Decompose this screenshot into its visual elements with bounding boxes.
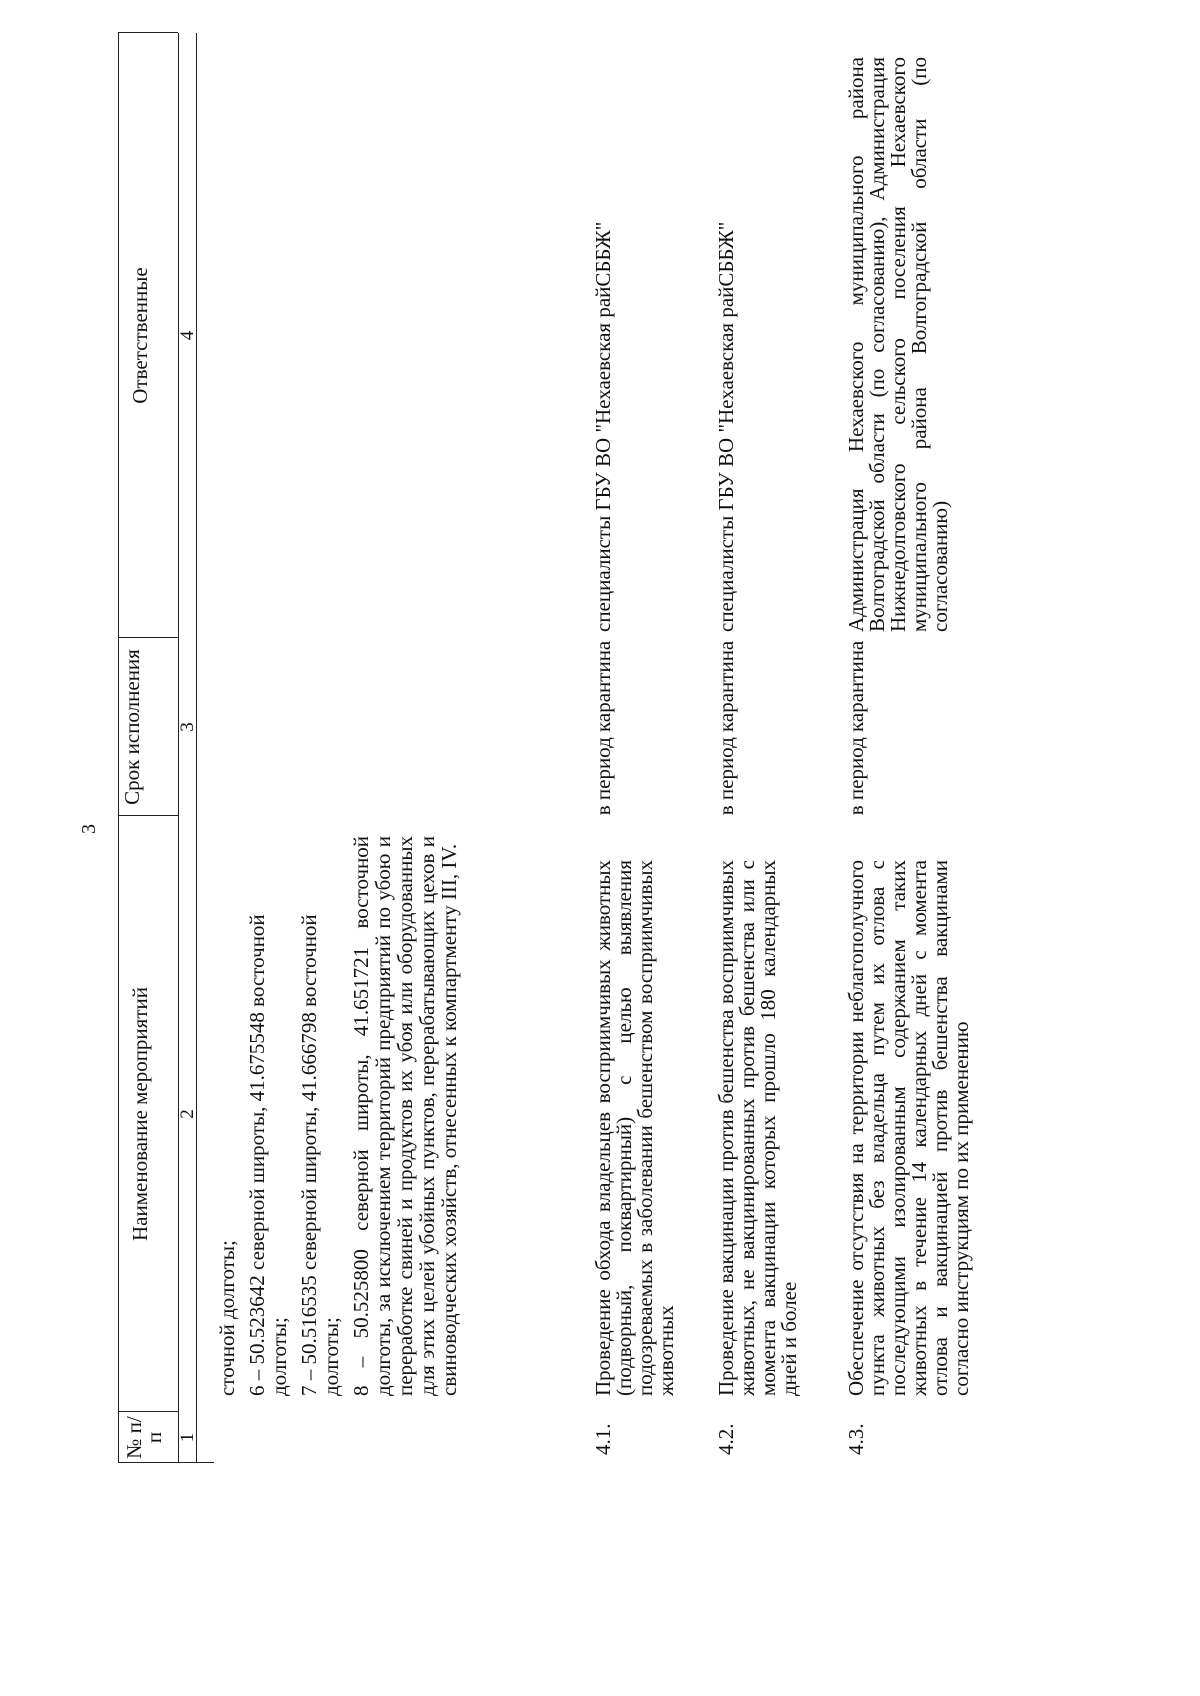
continuation-text — [216, 836, 468, 1396]
row-activity: Проведение вакцинации против бешенства восприимчивых животных, не вакцинированных против бешенства или с момента вакцинации которых прошло 180 календарных дней и более — [714, 860, 801, 1396]
column-number: 4 — [177, 330, 198, 341]
row-number: 4.2. — [714, 1423, 738, 1455]
header-activities: Наименование мероприятий — [128, 987, 152, 1241]
row-deadline: в период карантина — [714, 640, 738, 816]
row-activity: Обеспечение отсутствия на территории неблагополучного пункта животных без владельца путем их отлова с последующими изолированным содержанием таких животных в течение 14 календарных дней с момента отлова и вакцинацией против бешенства вакцинами согласно инструкциям по их применению — [844, 860, 973, 1396]
row-deadline: в период карантина — [591, 640, 615, 816]
page-number: 3 — [78, 824, 100, 834]
continuation-line: 7 – 50.516535 северной широты, 41.666798 восточной долготы; — [297, 914, 343, 1396]
table-top-border — [118, 33, 119, 1463]
continuation-line: 8 – 50.525800 северной широты, 41.651721 восточной долготы, за исключением территорий предприятий по убою и переработке свиней и продуктов их убоя или оборудованных для этих целей убойных пунктов, перерабатывающих цехов и свиноводческих хозяйств, отнесенных к компартменту III, IV. — [349, 836, 461, 1396]
continuation-line: 6 – 50.523642 северной широты, 41.675548 восточной долготы; — [245, 914, 291, 1396]
header-number: № п/п — [122, 1416, 166, 1459]
row-responsible: специалисты ГБУ ВО "Нехаевская райСББЖ" — [591, 221, 615, 632]
column-number: 3 — [177, 722, 198, 732]
row-responsible: Администрация Нехаевского муниципального района Волгоградской области (по согласованию), Администрация Нижнедолговского сельского поселения Нехаевского муниципального района Волгоградской области (по согласованию) — [844, 57, 952, 632]
continuation-line: сточной долготы; — [215, 1240, 239, 1396]
header-responsible: Ответственные — [128, 267, 152, 404]
header-deadline: Срок исполнения — [120, 649, 144, 805]
column-number: 2 — [177, 1109, 198, 1119]
column-number: 1 — [177, 1432, 198, 1443]
row-number: 4.3. — [844, 1423, 868, 1455]
row-activity: Проведение обхода владельцев восприимчивых животных (подворный, поквартирный) с целью выявления подозреваемых в заболевании бешенством восприимчивых животных — [591, 860, 678, 1396]
row-number: 4.1. — [591, 1423, 615, 1455]
row-deadline: в период карантина — [844, 640, 868, 816]
row-responsible: специалисты ГБУ ВО "Нехаевская райСББЖ" — [714, 221, 738, 632]
